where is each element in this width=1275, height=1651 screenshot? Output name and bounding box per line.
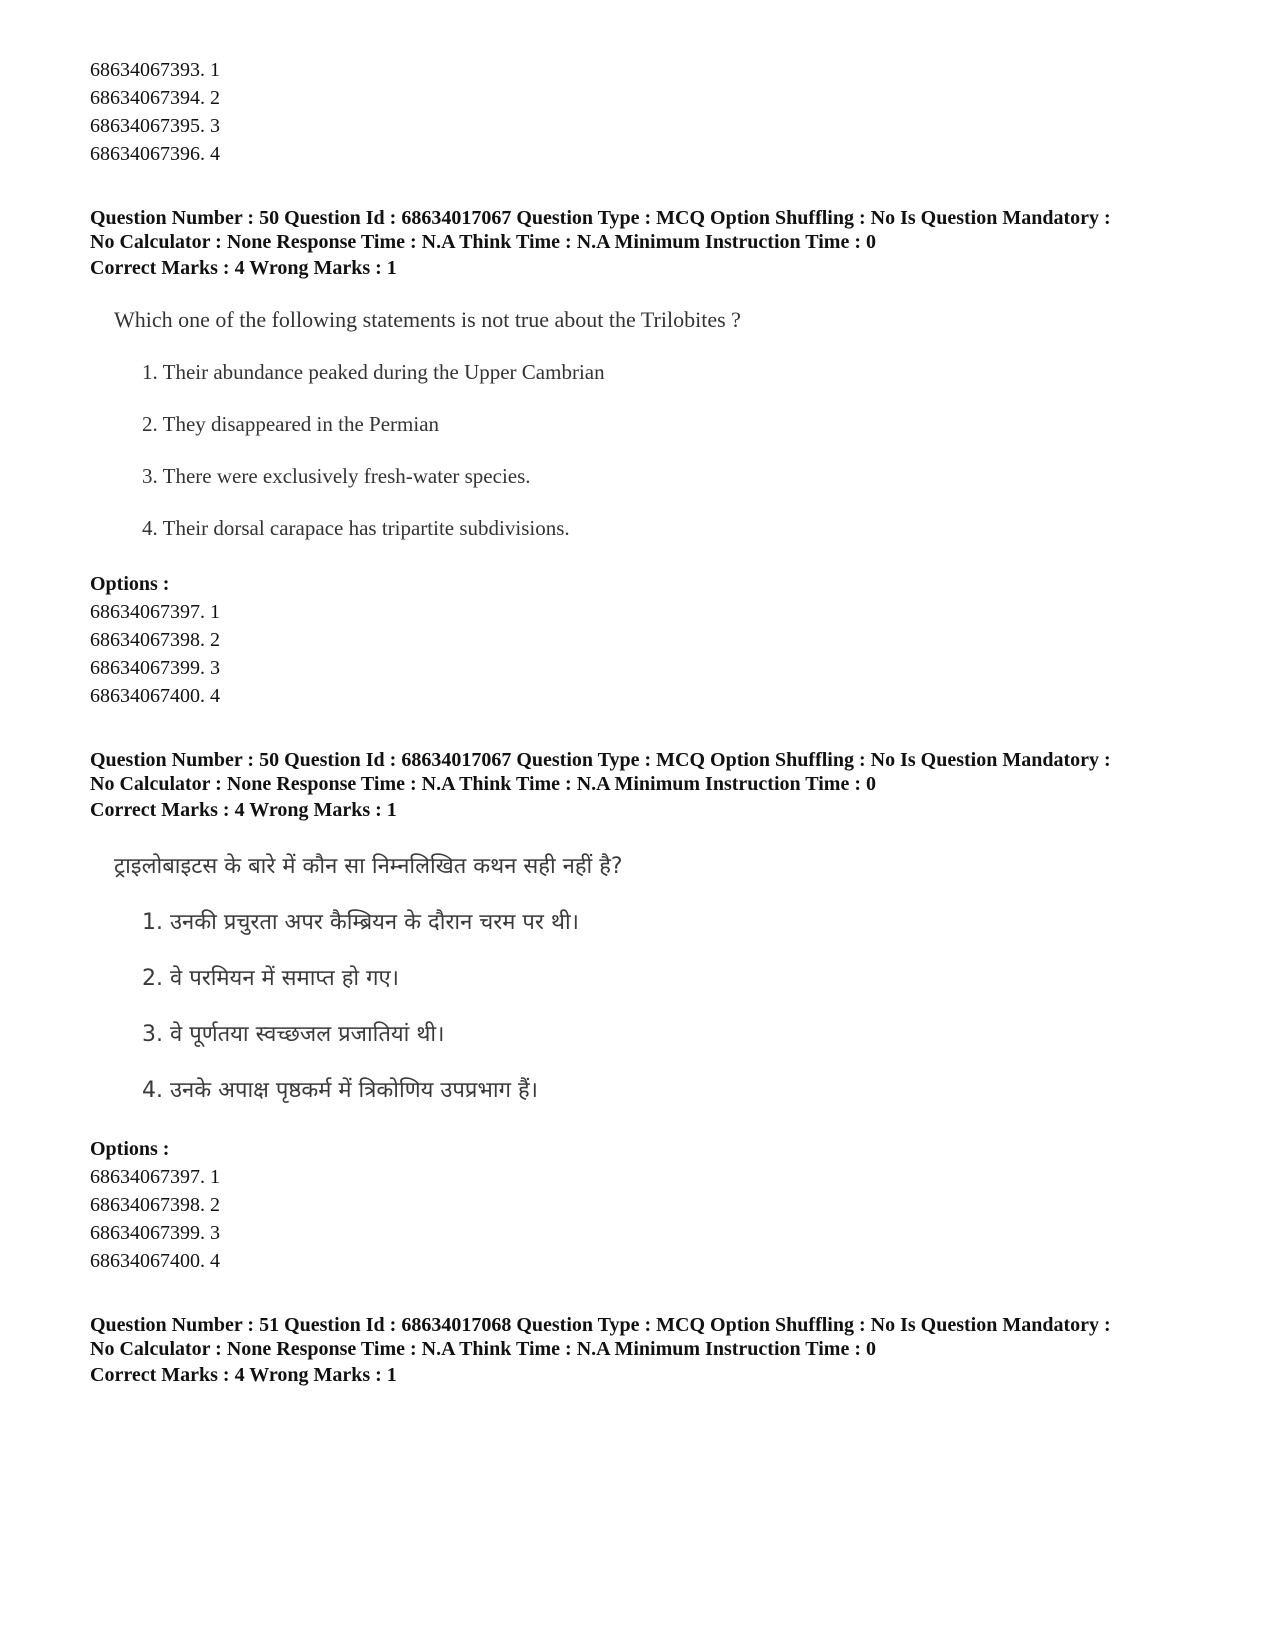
question-meta-line: No Calculator : None Response Time : N.A Think Time : N.A Minimum Instruction Time : 0 xyxy=(90,1338,876,1360)
question-50-en-header xyxy=(90,206,1190,282)
option-line: 68634067400. 4 xyxy=(90,1250,220,1272)
question-choice: 4. उनके अपाक्ष पृष्ठकर्म में त्रिकोणिय उपप्रभाग हैं। xyxy=(142,1078,538,1103)
question-meta-line: No Calculator : None Response Time : N.A Think Time : N.A Minimum Instruction Time : 0 xyxy=(90,231,876,253)
options-label: Options : xyxy=(90,573,170,595)
question-meta-line: Question Number : 50 Question Id : 68634017067 Question Type : MCQ Option Shuffling : No Is Question Mandatory : xyxy=(90,749,1111,771)
option-line: 68634067393. 1 xyxy=(90,59,220,81)
question-marks: Correct Marks : 4 Wrong Marks : 1 xyxy=(90,1364,397,1386)
question-marks: Correct Marks : 4 Wrong Marks : 1 xyxy=(90,257,397,279)
question-choice: 2. वे परमियन में समाप्त हो गए। xyxy=(142,966,399,991)
question-50-hi-options xyxy=(90,1135,1190,1275)
question-51-header xyxy=(90,1313,1190,1389)
option-line: 68634067395. 3 xyxy=(90,115,220,137)
previous-question-options xyxy=(90,56,1190,168)
option-line: 68634067398. 2 xyxy=(90,1194,220,1216)
option-line: 68634067397. 1 xyxy=(90,1166,220,1188)
question-meta-line: Question Number : 51 Question Id : 68634017068 Question Type : MCQ Option Shuffling : No Is Question Mandatory : xyxy=(90,1314,1111,1336)
question-50-en-options xyxy=(90,570,1190,710)
option-line: 68634067394. 2 xyxy=(90,87,220,109)
option-line: 68634067398. 2 xyxy=(90,629,220,651)
question-choice: 4. Their dorsal carapace has tripartite subdivisions. xyxy=(142,516,570,540)
question-choice: 3. There were exclusively fresh-water species. xyxy=(142,464,531,488)
question-stem: ट्राइलोबाइटस के बारे में कौन सा निम्नलिखित कथन सही नहीं है? xyxy=(114,854,623,879)
option-line: 68634067400. 4 xyxy=(90,685,220,707)
option-line: 68634067397. 1 xyxy=(90,601,220,623)
question-50-en-body xyxy=(114,305,1014,543)
option-line: 68634067396. 4 xyxy=(90,143,220,165)
question-stem: Which one of the following statements is not true about the Trilobites ? xyxy=(114,307,741,332)
question-choice: 3. वे पूर्णतया स्वच्छजल प्रजातियां थी। xyxy=(142,1022,445,1047)
question-choice: 1. उनकी प्रचुरता अपर कैम्ब्रियन के दौरान चरम पर थी। xyxy=(142,910,579,935)
options-label: Options : xyxy=(90,1138,170,1160)
option-line: 68634067399. 3 xyxy=(90,657,220,679)
question-meta-line: No Calculator : None Response Time : N.A Think Time : N.A Minimum Instruction Time : 0 xyxy=(90,773,876,795)
option-line: 68634067399. 3 xyxy=(90,1222,220,1244)
question-choice: 2. They disappeared in the Permian xyxy=(142,412,440,436)
question-50-hi-header xyxy=(90,748,1190,824)
question-50-hi-body xyxy=(114,852,1014,1106)
question-meta-line: Question Number : 50 Question Id : 68634017067 Question Type : MCQ Option Shuffling : No Is Question Mandatory : xyxy=(90,207,1111,229)
question-marks: Correct Marks : 4 Wrong Marks : 1 xyxy=(90,799,397,821)
question-choice: 1. Their abundance peaked during the Upper Cambrian xyxy=(142,360,605,384)
